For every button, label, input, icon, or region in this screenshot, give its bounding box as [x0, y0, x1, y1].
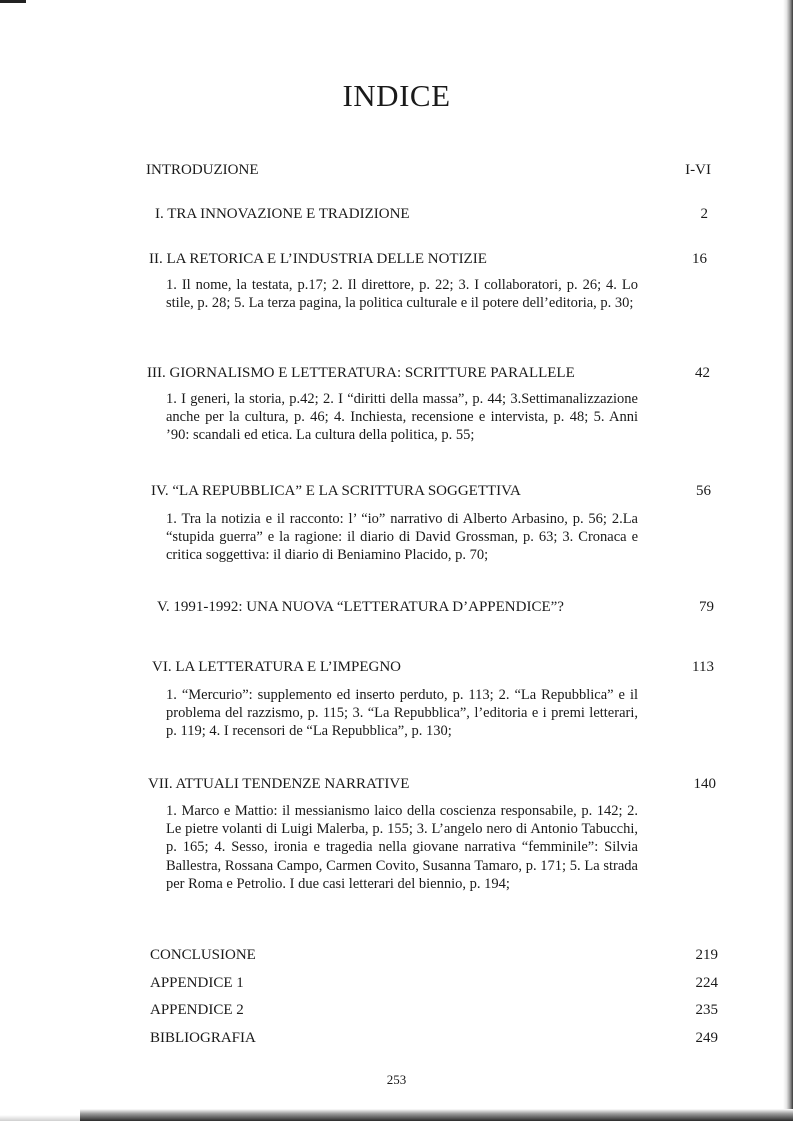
- toc-entry-label: III. GIORNALISMO E LETTERATURA: SCRITTURE PARALLELE: [147, 365, 575, 381]
- toc-entry-label: APPENDICE 1: [150, 975, 244, 991]
- toc-entry-label: I. TRA INNOVAZIONE E TRADIZIONE: [155, 206, 410, 222]
- toc-entry-label: APPENDICE 2: [150, 1002, 244, 1018]
- toc-subsections-chapter-4: 1. Tra la notizia e il racconto: l’ “io” narrativo di Alberto Arbasino, p. 56; 2.La “stupida guerra” e la ragione: il diario di David Grossman, p. 63; 3. Cronaca e critica soggettiva: il diario di Beniamino Placido, p. 70;: [166, 511, 638, 564]
- scan-edge-top-left: [0, 0, 26, 3]
- toc-entry-label: CONCLUSIONE: [150, 947, 256, 963]
- toc-entry-label: VI. LA LETTERATURA E L’IMPEGNO: [152, 659, 402, 675]
- toc-entry-page: 56: [696, 483, 711, 499]
- scan-edge-right: [783, 0, 793, 1121]
- toc-subsections-chapter-2: 1. Il nome, la testata, p.17; 2. Il direttore, p. 22; 3. I collaboratori, p. 26; 4. Lo stile, p. 28; 5. La terza pagina, la politica culturale e il potere dell’editoria, p. 30;: [166, 277, 638, 312]
- toc-entry-page: I-VI: [685, 162, 711, 178]
- toc-entry-page: 2: [700, 206, 708, 222]
- toc-subsections-chapter-6: 1. “Mercurio”: supplemento ed inserto perduto, p. 113; 2. “La Repubblica” e il problema del razzismo, p. 115; 3. “La Repubblica”, l’editoria e i premi letterari, p. 119; 4. I recensori de “La Repubblica”, p. 130;: [166, 687, 638, 740]
- toc-entry-page: 219: [695, 947, 718, 963]
- toc-subsections-chapter-3: 1. I generi, la storia, p.42; 2. I “diritti della massa”, p. 44; 3.Settimanalizzazione anche per la cultura, p. 46; 4. Inchiesta, recensione e intervista, p. 48; 5. Anni ’90: scandali ed etica. La cultura della politica, p. 55;: [166, 391, 638, 444]
- toc-entry-page: 249: [695, 1030, 718, 1046]
- toc-entry-label: BIBLIOGRAFIA: [150, 1030, 256, 1046]
- toc-entry-page: 16: [692, 251, 707, 267]
- toc-entry-page: 42: [695, 365, 710, 381]
- toc-entry-label: V. 1991-1992: UNA NUOVA “LETTERATURA D’APPENDICE”?: [157, 599, 564, 615]
- page-number: 253: [386, 1072, 407, 1087]
- toc-entry-label: INTRODUZIONE: [146, 162, 259, 178]
- scan-edge-bottom-left: [0, 1115, 80, 1121]
- toc-entry-label: IV. “LA REPUBBLICA” E LA SCRITTURA SOGGETTIVA: [151, 483, 521, 499]
- toc-entry-page: 113: [692, 659, 714, 675]
- toc-entry-page: 235: [695, 1002, 718, 1018]
- page-title: INDICE: [342, 78, 451, 113]
- scan-edge-bottom: [80, 1109, 793, 1121]
- toc-entry-label: VII. ATTUALI TENDENZE NARRATIVE: [148, 776, 410, 792]
- toc-entry-page: 140: [693, 776, 716, 792]
- toc-subsections-chapter-7: 1. Marco e Mattio: il messianismo laico della coscienza responsabile, p. 142; 2. Le pietre volanti di Luigi Malerba, p. 155; 3. L’angelo nero di Antonio Tabucchi, p. 165; 4. Sesso, ironia e tragedia nella giovane narrativa “femminile”: Silvia Ballestra, Rossana Campo, Carmen Covito, Susanna Tamaro, p. 171; 5. La strada per Roma e Petrolio. I due casi letterari del biennio, p. 194;: [166, 803, 638, 892]
- toc-entry-page: 224: [695, 975, 718, 991]
- toc-entry-page: 79: [699, 599, 714, 615]
- toc-entry-label: II. LA RETORICA E L’INDUSTRIA DELLE NOTIZIE: [149, 251, 487, 267]
